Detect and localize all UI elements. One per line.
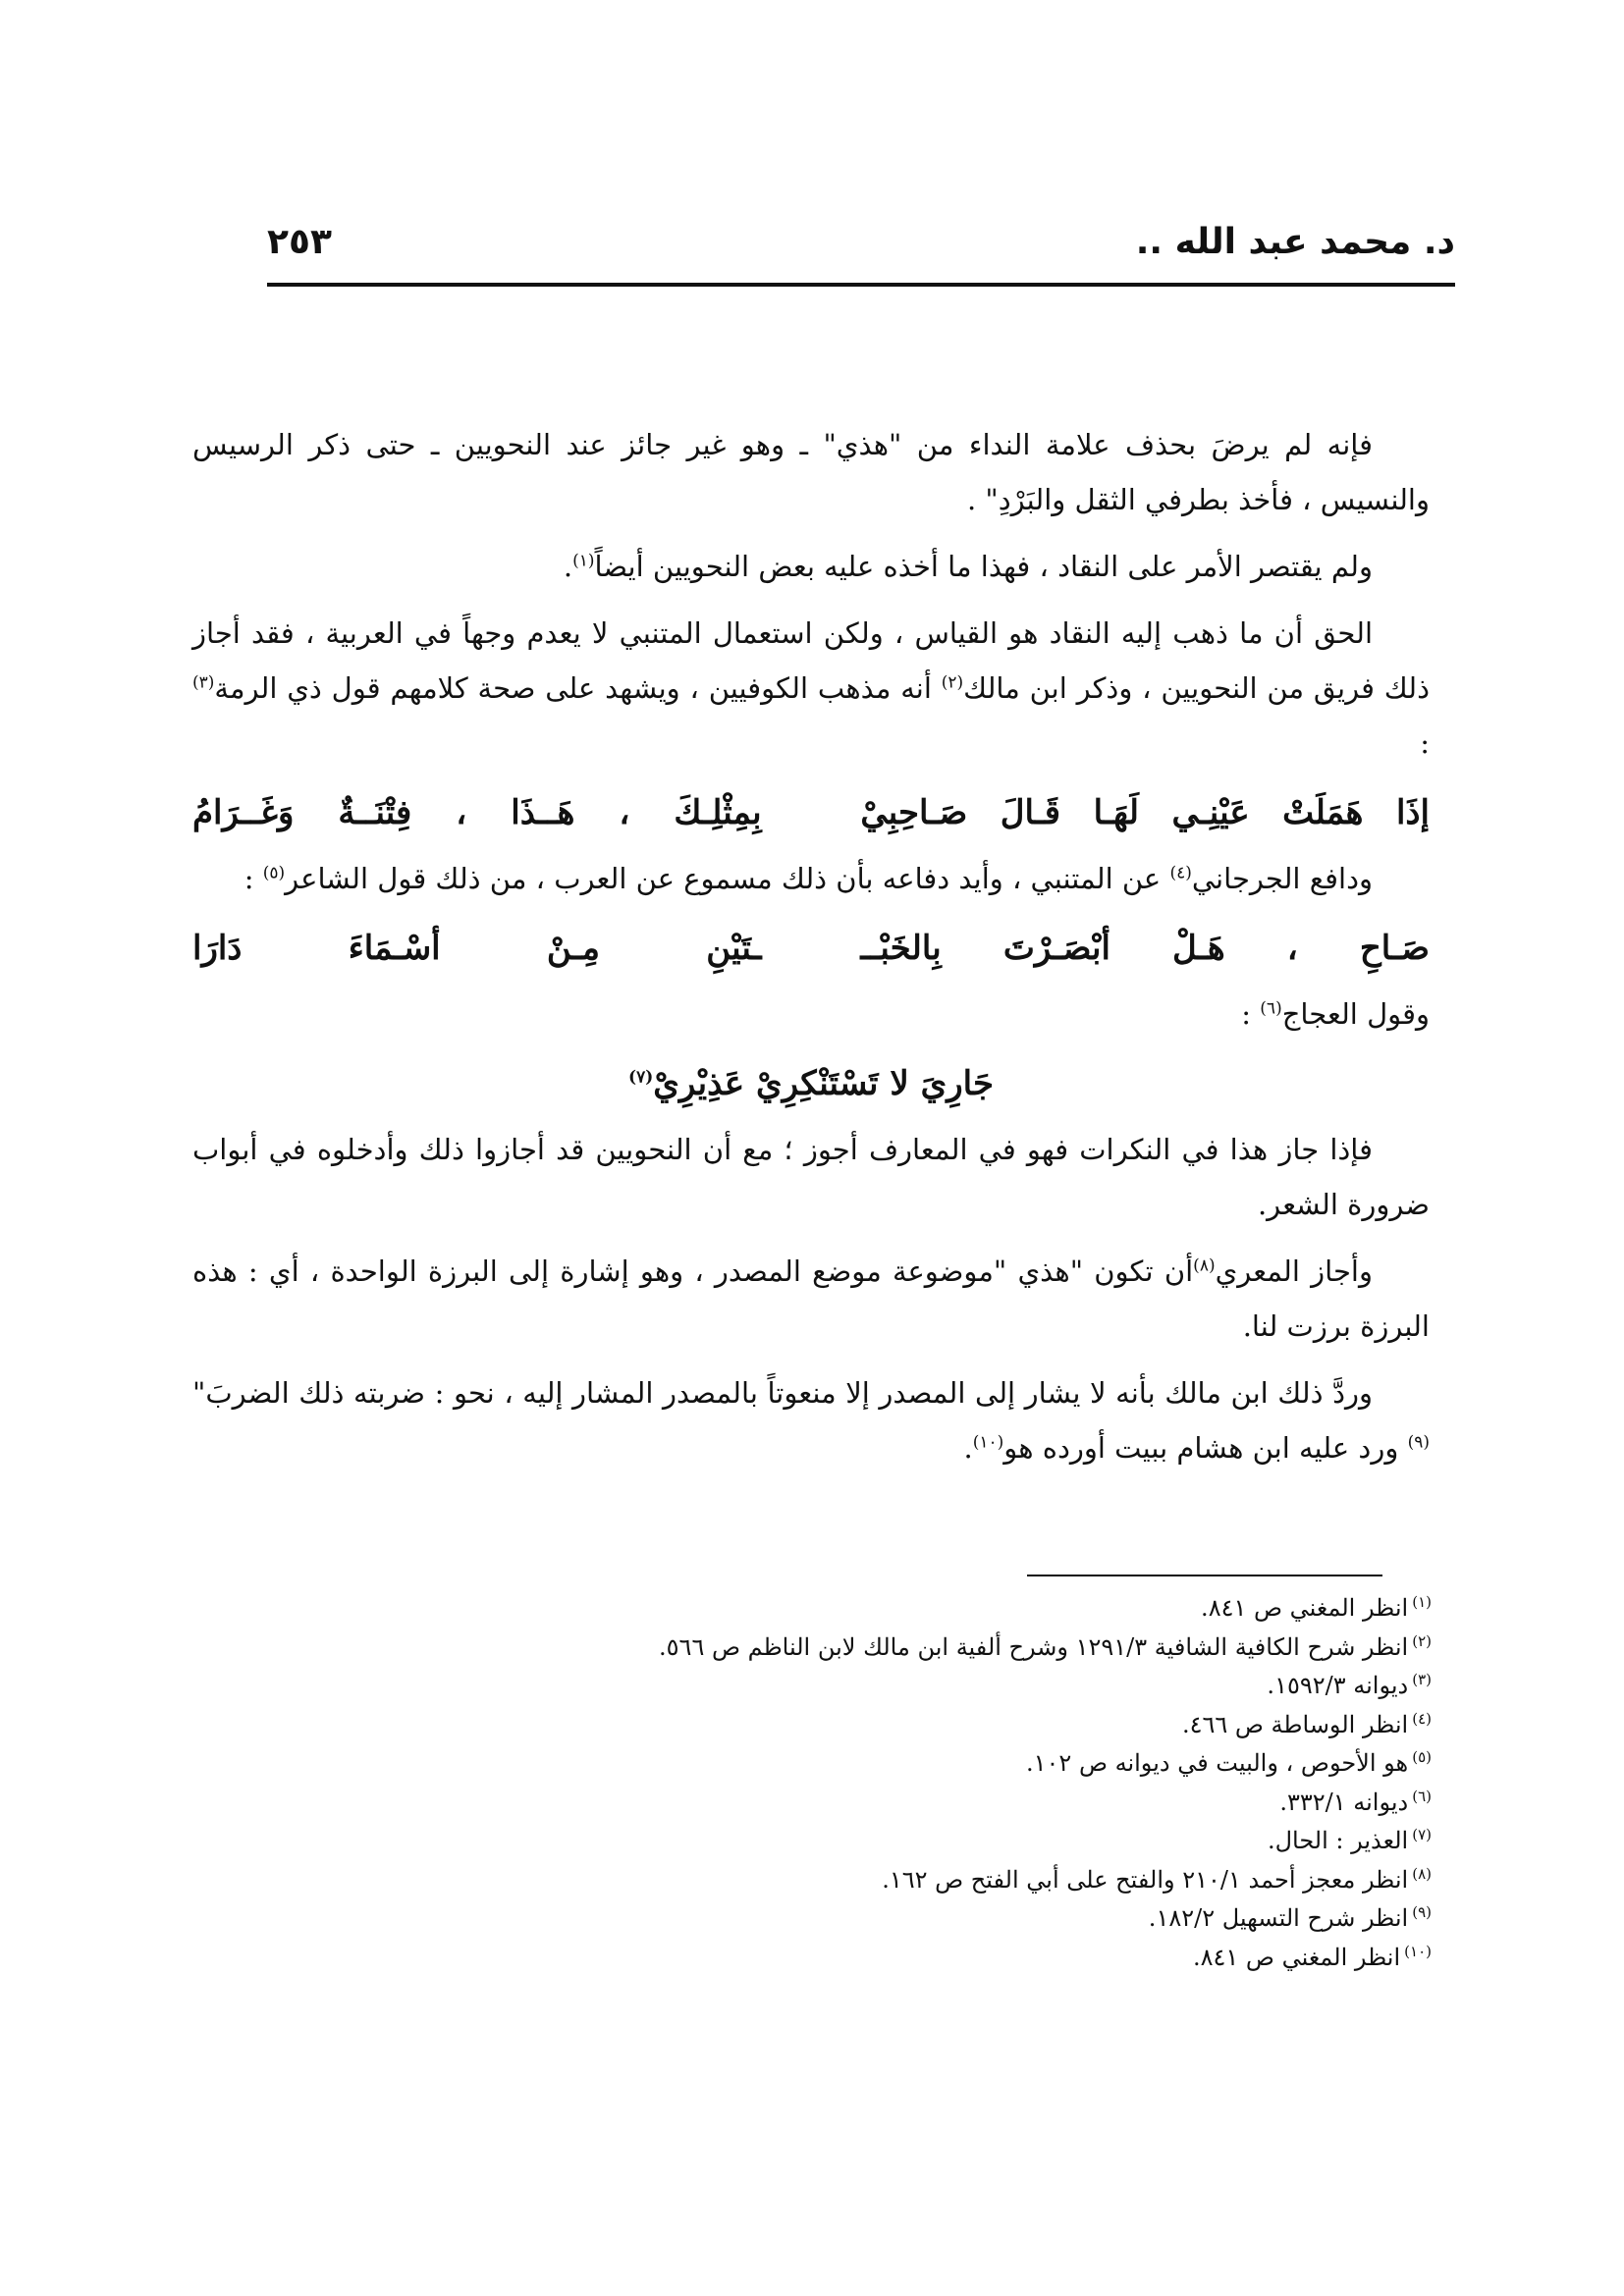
paragraph-6-text: فإذا جاز هذا في النكرات فهو في المعارف أجوز ؛ مع أن النحويين قد أجازوا ذلك وأدخلوه في أبواب ضرورة الشعر. <box>192 1133 1430 1221</box>
footnote-9 <box>192 1896 1432 1936</box>
paragraph-7 <box>192 1244 1430 1354</box>
paragraph-3-text-b: أنه مذهب الكوفيين ، ويشهد على صحة كلامهم قول ذي الرمة <box>214 671 942 705</box>
footnote-ref-4[interactable]: (٤) <box>1169 863 1192 883</box>
page-number: ٢٥٣ <box>267 222 332 262</box>
footnote-ref-2[interactable]: (٢) <box>941 672 964 693</box>
footnote-1-text: انظر المغني ص ٨٤١. <box>1201 1594 1409 1622</box>
verse-3-text: جَارِيَ لا تَسْتَنْكِرِيْ عَذِيْرِيْ <box>653 1064 994 1103</box>
paragraph-4-end: : <box>244 862 263 895</box>
footnote-4 <box>192 1703 1432 1742</box>
footnote-6-text: ديوانه ٣٣٢/١. <box>1279 1788 1409 1816</box>
footnote-6-number: (٦) <box>1412 1787 1432 1805</box>
paragraph-4-text-a: ودافع الجرجاني <box>1191 862 1373 895</box>
verse-3-line <box>628 1053 994 1114</box>
footnote-10-number: (١٠) <box>1404 1942 1432 1960</box>
verse-1 <box>192 782 1430 843</box>
footnote-8 <box>192 1858 1432 1897</box>
footnote-ref-1[interactable]: (١) <box>572 551 595 571</box>
paragraph-7-text-a: وأجاز المعري <box>1215 1255 1373 1288</box>
footnote-10-text: انظر المغني ص ٨٤١. <box>1192 1943 1401 1971</box>
footnote-ref-3[interactable]: (٣) <box>192 672 215 693</box>
footnote-4-text: انظر الوساطة ص ٤٦٦. <box>1181 1710 1409 1738</box>
footnotes <box>192 1586 1432 1974</box>
verse-1-first-hemistich: إذَا هَمَلَتْ عَيْنِـي لَهَـا قَـالَ صَـاحِبِيْ <box>860 793 1430 832</box>
footnote-1-number: (١) <box>1412 1593 1432 1611</box>
paragraph-3 <box>192 606 1430 771</box>
paragraph-7-text-b: أن تكون "هذي "موضوعة موضع المصدر ، وهو إشارة إلى البرزة الواحدة ، أي : هذه البرزة برزت لنا. <box>192 1255 1430 1343</box>
paragraph-6 <box>192 1122 1430 1232</box>
footnote-5 <box>192 1741 1432 1781</box>
footnote-5-number: (٥) <box>1412 1748 1432 1766</box>
footnote-9-number: (٩) <box>1412 1903 1432 1921</box>
footnote-10 <box>192 1936 1432 1975</box>
footnote-8-text: انظر معجز أحمد ٢١٠/١ والفتح على أبي الفتح ص ١٦٢. <box>882 1865 1409 1894</box>
footnote-ref-6[interactable]: (٦) <box>1260 998 1282 1019</box>
running-header <box>267 218 1455 277</box>
paragraph-5-end: : <box>1241 997 1261 1031</box>
paragraph-3-end: : <box>1420 726 1430 760</box>
paragraph-4 <box>192 851 1430 906</box>
verse-2-first-hemistich: صَـاحِ ، هَـلْ أبْصَـرْتَ بِالخَبْــ <box>860 929 1430 968</box>
footnote-ref-8[interactable]: (٨) <box>1193 1255 1216 1276</box>
paragraph-8-text-b: ورد عليه ابن هشام ببيت أورده هو <box>1003 1431 1408 1465</box>
paragraph-2-end: . <box>563 550 573 583</box>
footnote-3-number: (٣) <box>1412 1671 1432 1688</box>
footnote-4-number: (٤) <box>1412 1709 1432 1728</box>
paragraph-2 <box>192 539 1430 594</box>
paragraph-1 <box>192 417 1430 527</box>
paragraph-5 <box>192 987 1430 1041</box>
paragraph-5-text: وقول العجاج <box>1281 997 1430 1031</box>
footnote-1 <box>192 1586 1432 1626</box>
footnote-7-number: (٧) <box>1412 1826 1432 1843</box>
footnote-5-text: هو الأحوص ، والبيت في ديوانه ص ١٠٢. <box>1026 1749 1409 1777</box>
paragraph-1-text: فإنه لم يرضَ بحذف علامة النداء من "هذي" ـ وهو غير جائز عند النحويين ـ حتى ذكر الرسيس والنسيس ، فأخذ بطرفي الثقل والبَرْدِ" . <box>192 428 1430 516</box>
paragraph-8 <box>192 1365 1430 1475</box>
paragraph-3-text-a: الحق أن ما ذهب إليه النقاد هو القياس ، ولكن استعمال المتنبي لا يعدم وجهاً في العربية ، فقد أجاز ذلك فريق من النحويين ، وذكر ابن مالك <box>192 616 1430 705</box>
paragraph-8-end: . <box>963 1431 973 1465</box>
footnote-ref-9[interactable]: (٩) <box>1407 1432 1430 1453</box>
verse-2 <box>192 918 1430 979</box>
footnote-7-text: العذير : الحال. <box>1267 1827 1409 1854</box>
footnote-6 <box>192 1781 1432 1820</box>
verse-1-second-hemistich: بِمِثْلِـكَ ، هَــذَا ، فِتْنَــةٌ وَغَــرَامُ <box>192 793 762 832</box>
footnote-ref-10[interactable]: (١٠) <box>972 1432 1004 1453</box>
verse-3 <box>192 1053 1430 1114</box>
main-text <box>192 417 1430 1487</box>
paragraph-4-text-b: عن المتنبي ، وأيد دفاعه بأن ذلك مسموع عن العرب ، من ذلك قول الشاعر <box>285 862 1170 895</box>
footnote-ref-7[interactable]: (٧) <box>628 1067 654 1088</box>
verse-2-second-hemistich: ـتَيْنِ مِـنْ أسْـمَاءَ دَارَا <box>192 929 762 968</box>
footnote-8-number: (٨) <box>1412 1864 1432 1883</box>
footnote-7 <box>192 1819 1432 1858</box>
footnote-9-text: انظر شرح التسهيل ١٨٢/٢. <box>1148 1904 1409 1932</box>
footnote-3 <box>192 1664 1432 1703</box>
footnote-2-text: انظر شرح الكافية الشافية ١٢٩١/٣ وشرح ألفية ابن مالك لابن الناظم ص ٥٦٦. <box>659 1632 1409 1661</box>
paragraph-8-text-a: وردَّ ذلك ابن مالك بأنه لا يشار إلى المصدر إلا منعوتاً بالمصدر المشار إليه ، نحو : ضربته ذلك الضربَ" <box>192 1376 1373 1410</box>
header-rule <box>267 283 1455 287</box>
footnote-2-number: (٢) <box>1412 1631 1432 1650</box>
paragraph-2-text: ولم يقتصر الأمر على النقاد ، فهذا ما أخذه عليه بعض النحويين أيضاً <box>594 550 1373 583</box>
footnote-separator <box>1027 1575 1382 1576</box>
footnote-3-text: ديوانه ١٥٩٢/٣. <box>1267 1672 1409 1699</box>
footnote-2 <box>192 1626 1432 1665</box>
author-name: د. محمد عبد الله .. <box>1135 222 1455 262</box>
footnote-ref-5[interactable]: (٥) <box>262 863 286 883</box>
